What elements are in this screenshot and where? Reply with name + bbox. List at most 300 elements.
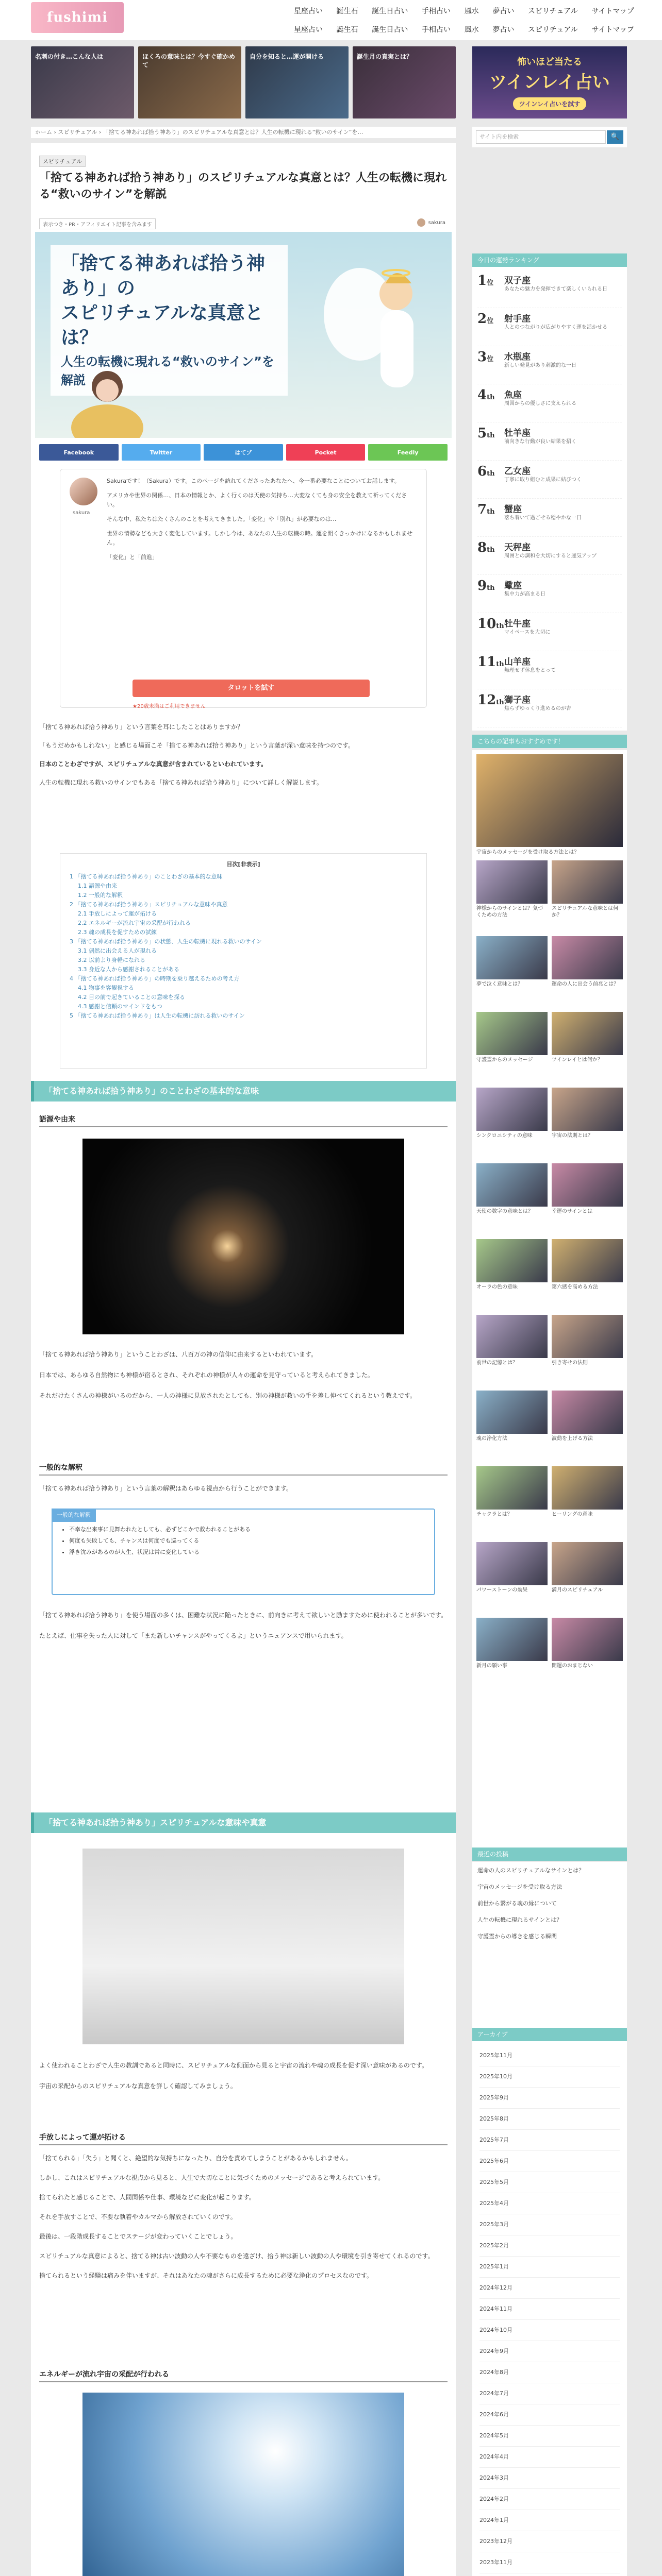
ranking-number-suffix: th (496, 622, 504, 630)
breadcrumb-text[interactable]: ホーム › スピリチュアル › 「捨てる神あれば拾う神あり」のスピリチュアルな真意とは？人生の転機に現れる“救いのサイン”を… (35, 129, 363, 135)
recommend-title[interactable]: 神様からのサインとは？気づくための方法 (476, 906, 543, 918)
ranking-item[interactable] (477, 651, 622, 689)
point-item: • 不幸な出来事に見舞われたとしても、必ずどこかで救われることがある (69, 1524, 426, 1535)
share-pocket-button[interactable]: Pocket (286, 444, 366, 461)
ranking-item[interactable] (477, 384, 622, 422)
archive-link[interactable]: 2024年3月 (479, 2468, 620, 2489)
section-text (39, 1349, 448, 1401)
recommend-thumbnail[interactable] (476, 1618, 548, 1661)
recommend-item[interactable] (552, 1315, 623, 1386)
archive-link[interactable]: 2024年8月 (479, 2362, 620, 2383)
toc-link[interactable]: 4.1 物事を客観視する (78, 985, 134, 991)
ranking-number-value: 8 (477, 540, 487, 555)
recommend-title[interactable]: ツインレイとは何か？ (552, 1057, 603, 1063)
ranking-item[interactable] (477, 422, 622, 461)
recommend-item[interactable] (476, 1012, 548, 1083)
recommend-thumbnail[interactable] (552, 1163, 623, 1207)
site-header (0, 0, 662, 40)
ranking-body (504, 311, 607, 331)
latest-post-link[interactable]: 人生の転機に現れるサインとは？ (477, 1917, 562, 1923)
ranking-number (477, 654, 504, 670)
table-of-contents (60, 853, 427, 1069)
ranking-item[interactable] (477, 613, 622, 651)
ranking-item[interactable] (477, 575, 622, 613)
recommend-widget-title: こちらの記事もおすすめです！ (472, 735, 627, 748)
archive-link[interactable]: 2025年8月 (479, 2109, 620, 2130)
article-title: 「捨てる神あれば拾う神あり」のスピリチュアルな真意とは？人生の転機に現れる“救いのサイン”を解説 (39, 172, 447, 201)
recommend-title[interactable]: 天使の数字の意味とは？ (476, 1209, 533, 1214)
toc-link[interactable]: 4 「捨てる神あれば拾う神あり」の時期を乗り越えるための考え方 (70, 975, 240, 982)
recommend-title[interactable]: 幸運のサインとは (552, 1209, 593, 1214)
archive-link[interactable]: 2024年5月 (479, 2426, 620, 2447)
recommend-title[interactable]: 魂の浄化方法 (476, 1436, 507, 1442)
ranking-sign-name: 双子座 (504, 276, 531, 286)
ranking-number-value: 9 (477, 578, 487, 594)
recommend-item[interactable] (476, 936, 548, 1008)
ranking-sign-desc: 新しい発見があり刺激的な一日 (504, 363, 576, 368)
recommend-item[interactable] (552, 1542, 623, 1614)
search-button[interactable]: 🔍 (607, 130, 623, 144)
header-nav-link[interactable]: 誕生石 (336, 7, 358, 15)
paragraph: たとえば、仕事を失った人に対して「また新しいチャンスがやってくるよ」というニュアンスで用いられます。 (39, 1632, 347, 1639)
recommend-thumbnail[interactable] (552, 1466, 623, 1510)
recommend-thumbnail[interactable] (552, 1012, 623, 1055)
ranking-sign-desc: 前向きな行動が良い結果を招く (504, 439, 576, 445)
paragraph: 宇宙の采配からのスピリチュアルな真意を詳しく確認してみましょう。 (39, 2082, 237, 2090)
toc-link[interactable]: 3.2 以前より身軽になれる (78, 957, 145, 963)
ranking-sign-desc: あなたの魅力を発揮できて楽しくいられる日 (504, 286, 607, 292)
archive-link[interactable]: 2025年5月 (479, 2172, 620, 2193)
header-nav-link[interactable]: 誕生石 (336, 26, 358, 34)
author-name: sakura (428, 219, 445, 226)
ranking-number-suffix: th (487, 432, 495, 439)
recommend-title[interactable]: 運命の人に出会う前兆とは？ (552, 981, 619, 987)
ranking-sign-name: 乙女座 (504, 466, 531, 477)
recommend-item[interactable] (552, 1391, 623, 1462)
subsection-heading: エネルギーが流れ宇宙の采配が行われる (39, 2369, 448, 2382)
recommend-item[interactable] (476, 1239, 548, 1311)
ranking-body (504, 426, 576, 446)
section-heading: 「捨てる神あれば拾う神あり」のことわざの基本的な意味 (31, 1081, 456, 1101)
ranking-number-suffix: th (487, 470, 495, 478)
ranking-number-value: 6 (477, 464, 487, 479)
recommend-item[interactable] (552, 860, 623, 932)
ranking-sign-desc: マイペースを大切に (504, 630, 551, 635)
avatar (70, 478, 97, 505)
ranking-number (477, 616, 504, 632)
recommend-thumbnail[interactable] (552, 1239, 623, 1282)
archive-link[interactable] (479, 2573, 620, 2576)
subsection-heading: 手放しによって運が拓ける (39, 2132, 448, 2145)
ranking-sign-name: 水瓶座 (504, 352, 531, 362)
intro-paragraph: そんな中、私たちはたくさんのことを考えてきました。「変化」や「別れ」が必要なのは… (107, 516, 337, 522)
header-nav-link[interactable]: 夢占い (492, 7, 515, 15)
ranking-sign-name: 魚座 (504, 390, 522, 400)
recommend-item[interactable] (476, 1088, 548, 1159)
share-twitter-button[interactable]: Twitter (122, 444, 201, 461)
recommend-title[interactable]: 前世の記憶とは？ (476, 1360, 518, 1366)
ranking-number-suffix: th (496, 660, 504, 668)
recommend-item[interactable] (552, 1088, 623, 1159)
archive-link[interactable]: 2025年1月 (479, 2257, 620, 2278)
recommend-title[interactable]: 宇宙の法則とは？ (552, 1133, 593, 1139)
header-nav-row (294, 21, 634, 39)
paragraph: 最後は、一段階成長することでステージが変わっていくことでしょう。 (39, 2233, 237, 2240)
recommend-thumbnail[interactable] (476, 936, 548, 979)
ranking-item[interactable] (477, 270, 622, 308)
header-nav-link[interactable]: 風水 (464, 7, 479, 15)
banner-card[interactable] (138, 46, 241, 118)
breadcrumb (31, 127, 456, 138)
banner-card[interactable] (245, 46, 349, 118)
recommend-item[interactable] (552, 1239, 623, 1311)
ranking-sign-desc: 落ち着いて過ごせる穏やかな一日 (504, 515, 582, 521)
archive-link[interactable]: 2024年12月 (479, 2278, 620, 2299)
banner-text: 自分を知ると…運が開ける (250, 53, 324, 60)
lead-paragraph: 日本のことわざですが、スピリチュアルな真意が含まれているといわれています。 (39, 760, 267, 768)
toc-link[interactable]: 1.1 語源や由来 (78, 883, 117, 889)
ranking-body (504, 502, 582, 522)
toc-link[interactable]: 3.3 身近な人から感謝されることがある (78, 966, 179, 973)
ranking-sign-name: 蠍座 (504, 581, 522, 591)
header-nav-link[interactable]: 星座占い (294, 7, 323, 15)
archive-link[interactable]: 2025年4月 (479, 2193, 620, 2214)
ranking-sign-name: 獅子座 (504, 695, 531, 705)
toc-link[interactable]: 4.3 感謝と信頼のマインドをもつ (78, 1003, 162, 1010)
recommend-title[interactable]: 開運のおまじない (552, 1663, 593, 1669)
ranking-item[interactable] (477, 461, 622, 499)
site-logo-text: fushimi (47, 10, 108, 25)
paragraph: 日本では、あらゆる自然物にも神様が宿るとされ、それぞれの神様が人々の運命を見守っていると考えられてきました。 (39, 1371, 374, 1379)
ranking-sign-name: 蟹座 (504, 504, 522, 515)
top-banners (31, 46, 456, 118)
ranking-item[interactable] (477, 499, 622, 537)
paragraph: それだけたくさんの神様がいるのだから、一人の神様に見放されたとしても、別の神様が救いの手を差し伸べてくれるという教えです。 (39, 1392, 417, 1399)
search-widget (472, 127, 627, 147)
ranking-number-suffix: th (487, 508, 495, 516)
ranking-number-value: 2 (477, 311, 487, 327)
recommend-thumbnail[interactable] (552, 1618, 623, 1661)
ranking-number (477, 387, 504, 403)
ranking-number-suffix: 位 (487, 355, 494, 363)
paragraph: 捨てられるという経験は痛みを伴いますが、それはあなたの魂がさらに成長するために必要な浄化のプロセスなのです。 (39, 2272, 373, 2279)
archive-link[interactable]: 2024年11月 (479, 2299, 620, 2320)
toc-list (70, 872, 417, 1021)
recommend-title[interactable]: 波動を上げる方法 (552, 1436, 593, 1442)
recommend-title[interactable]: チャクラとは？ (476, 1512, 512, 1517)
ranking-sign-desc: 焦らずゆっくり進めるのが吉 (504, 706, 571, 711)
author-info (417, 218, 445, 227)
recommend-grid (476, 860, 623, 1689)
latest-post-link[interactable]: 宇宙のメッセージを受け取る方法 (477, 1884, 562, 1890)
archive-link[interactable]: 2025年10月 (479, 2066, 620, 2088)
recommend-title[interactable]: オーラの色の意味 (476, 1284, 518, 1290)
latest-widget-title: 最近の投稿 (472, 1848, 627, 1861)
intro-author-name: sakura (73, 510, 90, 516)
ranking-sign-name: 山羊座 (504, 657, 531, 667)
archive-link[interactable]: 2023年11月 (479, 2552, 620, 2573)
toc-link[interactable]: 2.2 エネルギーが流れ宇宙の采配が行われる (78, 920, 191, 926)
ranking-number (477, 464, 504, 479)
toc-title[interactable]: 目次[非表示] (226, 861, 260, 868)
lead-paragraph: 「捨てる神あれば拾う神あり」という言葉を耳にしたことはありますか？ (39, 723, 244, 731)
recommend-item[interactable] (476, 1618, 548, 1689)
ranking-body (504, 387, 576, 408)
archive-link[interactable]: 2023年12月 (479, 2531, 620, 2552)
recommend-item[interactable] (476, 1315, 548, 1386)
search-input[interactable]: サイト内を検索 (476, 130, 606, 144)
header-nav-link[interactable]: 星座占い (294, 26, 323, 34)
article-main (31, 143, 456, 2576)
recommend-title[interactable]: パワーストーンの効果 (476, 1587, 528, 1593)
header-nav (294, 2, 634, 39)
recommend-thumbnail[interactable] (476, 1163, 548, 1207)
recommend-item[interactable] (552, 1466, 623, 1538)
archive-link[interactable]: 2025年7月 (479, 2130, 620, 2151)
recommend-title[interactable]: 満月のスピリチュアル (552, 1587, 603, 1593)
recommend-thumbnail[interactable] (552, 860, 623, 904)
archive-link[interactable]: 2025年6月 (479, 2151, 620, 2172)
recommend-thumbnail[interactable] (552, 1542, 623, 1585)
recommend-title[interactable]: 新月の願い事 (476, 1663, 507, 1669)
sky-hand-photo (82, 2393, 404, 2576)
toc-link[interactable]: 5 「捨てる神あれば拾う神あり」は人生の転機に訪れる救いのサイン (70, 1012, 245, 1019)
banner-card[interactable] (31, 46, 134, 118)
ranking-number-suffix: th (487, 394, 495, 401)
intro-paragraph: 「変化」と「前進」 (107, 554, 158, 561)
ranking-item[interactable] (477, 346, 622, 384)
banner-text: 名刺の付き…こんな人は (35, 53, 104, 60)
section-heading: 「捨てる神あれば拾う神あり」スピリチュアルな意味や真意 (31, 1812, 456, 1833)
ranking-number (477, 502, 504, 517)
eyecatch-title-line1: 「捨てる神あれば拾う神あり」の (61, 253, 266, 299)
latest-post-link[interactable]: 前世から繋がる魂の縁について (477, 1900, 557, 1907)
ranking-item[interactable] (477, 308, 622, 346)
archive-link[interactable]: 2024年1月 (479, 2510, 620, 2531)
ad-button[interactable]: ツインレイ占いを試す (513, 97, 587, 110)
recommend-thumbnail[interactable] (476, 1088, 548, 1131)
pr-notice: 表示つき・PR・アフィリエイト記事を含みます (39, 218, 156, 229)
recommend-title[interactable]: シンクロニシティの意味 (476, 1133, 533, 1139)
archive-list (472, 2041, 627, 2576)
woman-illustration (56, 361, 159, 438)
header-nav-link[interactable]: サイトマップ (591, 26, 634, 34)
point-item: • 浮き沈みがあるのが人生、状況は常に変化している (69, 1547, 426, 1558)
recommend-item[interactable] (476, 1466, 548, 1538)
recommend-thumbnail[interactable] (476, 1012, 548, 1055)
recommend-thumbnail[interactable] (552, 1088, 623, 1131)
recommend-thumbnail[interactable] (552, 936, 623, 979)
recommend-thumbnail[interactable] (476, 860, 548, 904)
recommend-thumbnail[interactable] (476, 1239, 548, 1282)
ranking-number (477, 578, 504, 594)
header-nav-link[interactable]: 手相占い (422, 7, 451, 15)
recommend-title[interactable]: ヒーリングの意味 (552, 1512, 593, 1517)
ranking-number-suffix: th (487, 584, 495, 592)
intro-paragraph: 世界の情勢なども大きく変化しています。しかし今は、あなたの人生の転機の時。運を開くきっかけになるかもしれません。 (107, 530, 413, 546)
intro-box (60, 469, 427, 708)
paragraph: 捨てられたと感じることで、人間関係や仕事、環境などに変化が起こります。 (39, 2194, 255, 2201)
header-nav-link[interactable]: スピリチュアル (528, 7, 578, 15)
ranking-sign-desc: 周囲との調和を大切にすると運気アップ (504, 553, 597, 559)
ranking-sign-name: 牡牛座 (504, 619, 531, 629)
header-nav-row (294, 2, 634, 21)
recommend-item[interactable] (552, 1012, 623, 1083)
paragraph: しかし、これはスピリチュアルな視点から見ると、人生で大切なことに気づくためのメッセージであると考えられています。 (39, 2174, 385, 2181)
toc-link[interactable]: 3 「捨てる神あれば拾う神あり」の状態、人生の転機に現れる救いのサイン (70, 938, 262, 945)
share-hatebu-button[interactable]: はてブ (204, 444, 283, 461)
twinray-ad-banner[interactable] (472, 46, 627, 118)
ranking-body (504, 654, 556, 674)
archive-link[interactable]: 2025年9月 (479, 2088, 620, 2109)
section-text (39, 2060, 448, 2092)
section-text (39, 1609, 448, 1641)
ranking-number-value: 12 (477, 692, 496, 708)
header-nav-link[interactable]: サイトマップ (591, 7, 634, 15)
recommend-title[interactable]: 守護霊からのメッセージ (476, 1057, 533, 1063)
ranking-body (504, 616, 550, 636)
ranking-number (477, 349, 504, 365)
avatar (417, 218, 425, 227)
ranking-number-value: 11 (477, 654, 496, 670)
banner-text: 誕生月の真実とは？ (357, 53, 413, 60)
ranking-body (504, 273, 607, 293)
latest-post-link[interactable]: 運命の人のスピリチュアルなサインとは？ (477, 1867, 585, 1874)
section-text (39, 2153, 448, 2281)
age-notice: ★20歳未満はご利用できません (133, 704, 206, 709)
header-nav-link[interactable]: 手相占い (422, 26, 451, 34)
banner-card[interactable] (353, 46, 456, 118)
ranking-number (477, 273, 504, 289)
intro-paragraph: アメリカや世界の関係…、日本の情報とか、よく行くのは天使の気持ち…大変なくても身の安全を教えて祈ってください。 (107, 492, 407, 508)
recommend-title[interactable]: 夢で泣く意味とは？ (476, 981, 523, 987)
banner-text: ほくろの意味とは？今すぐ確かめて (142, 53, 236, 69)
recommend-thumbnail[interactable] (552, 1391, 623, 1434)
ranking-sign-desc: 周囲からの優しさに支えられる (504, 401, 576, 406)
ranking-item[interactable] (477, 689, 622, 727)
header-nav-link[interactable]: 風水 (464, 26, 479, 34)
ranking-number-value: 7 (477, 502, 487, 517)
recommend-title[interactable]: 第六感を高める方法 (552, 1284, 598, 1290)
ranking-number (477, 692, 504, 708)
recommend-thumbnail[interactable] (476, 1391, 548, 1434)
toc-link[interactable]: 1.2 一般的な解釈 (78, 892, 123, 899)
ranking-sign-name: 牡羊座 (504, 428, 531, 438)
ranking-sign-name: 天秤座 (504, 543, 531, 553)
toc-link[interactable]: 2.3 魂の成長を促すための試練 (78, 929, 157, 936)
archive-link[interactable]: 2025年11月 (479, 2045, 620, 2066)
share-facebook-button[interactable]: Facebook (39, 444, 119, 461)
recommend-main-title[interactable]: 宇宙からのメッセージを受け取る方法とは？ (476, 850, 580, 855)
intro-paragraph: Sakuraです！（Sakura）です。このページを訪れてくださったあなたへ、今一番必要なことについてお話します。 (107, 478, 400, 484)
archive-link[interactable]: 2024年2月 (479, 2489, 620, 2510)
ranking-item[interactable] (477, 537, 622, 575)
recommend-thumbnail[interactable] (476, 1466, 548, 1510)
share-buttons (39, 444, 448, 461)
toc-link[interactable]: 2 「捨てる神あれば拾う神あり」スピリチュアルな意味や真意 (70, 901, 228, 908)
recommend-item[interactable] (476, 1163, 548, 1235)
share-feedly-button[interactable]: Feedly (368, 444, 448, 461)
ranking-number (477, 426, 504, 441)
recommend-item[interactable] (552, 936, 623, 1008)
recommend-title[interactable]: 引き寄せの法則 (552, 1360, 588, 1366)
ranking-number-suffix: 位 (487, 279, 494, 287)
ranking-number-value: 3 (477, 349, 487, 365)
recommend-thumbnail[interactable] (476, 1542, 548, 1585)
recommend-title[interactable]: スピリチュアルな意味とは何か？ (552, 906, 619, 918)
paragraph: 「捨てる神あれば拾う神あり」を使う場面の多くは、困難な状況に陥ったときに、前向きに考えて欲しいと励ますために使われることが多いです。 (39, 1612, 448, 1619)
archive-link[interactable]: 2024年9月 (479, 2341, 620, 2362)
header-nav-link[interactable]: 誕生日占い (372, 26, 408, 34)
recommend-thumbnail[interactable] (476, 1315, 548, 1358)
ranking-sign-desc: 人とのつながりが広がりやすく運を活かせる (504, 325, 607, 330)
recommend-item[interactable] (476, 860, 548, 932)
archive-link[interactable]: 2025年2月 (479, 2235, 620, 2257)
ranking-number-value: 1 (477, 273, 487, 289)
paragraph: 「捨てる神あれば拾う神あり」という言葉の解釈はあらゆる視点から行うことができます。 (39, 1485, 293, 1492)
ranking-number-value: 10 (477, 616, 496, 632)
recommend-thumbnail[interactable] (552, 1315, 623, 1358)
subsection-heading: 一般的な解釈 (39, 1462, 448, 1476)
latest-posts (472, 1862, 627, 2032)
category-tag[interactable]: スピリチュアル (39, 156, 86, 167)
paragraph: よく使われることわざで人生の教訓であると同時に、スピリチュアルな側面から見ると宇宙の流れや魂の成長を促す深い意味があるのです。 (39, 2062, 428, 2069)
recommend-item[interactable] (476, 1391, 548, 1462)
prayer-hands-photo (82, 1849, 404, 2044)
paragraph: それを手放すことで、不要な執着やカルマから解放されていくのです。 (39, 2213, 237, 2221)
toc-link[interactable]: 4.2 目の前で起きていることの意味を探る (78, 994, 185, 1001)
ranking-number-suffix: 位 (487, 317, 494, 325)
eyecatch-subtitle: 人生の転機に現れる“救いのサイン”を解説 (61, 354, 274, 387)
ranking-number-value: 4 (477, 387, 487, 403)
archive-link[interactable]: 2024年4月 (479, 2447, 620, 2468)
ranking-number-suffix: th (487, 546, 495, 554)
archive-link[interactable]: 2025年3月 (479, 2214, 620, 2235)
archive-widget-title: アーカイブ (472, 2028, 627, 2041)
ranking-widget-title: 今日の運勢ランキング (472, 253, 627, 267)
toc-link[interactable]: 3.1 偶然に出会える人が現れる (78, 947, 157, 954)
recommend-main-image[interactable] (476, 754, 623, 847)
subsection-heading: 語源や由来 (39, 1114, 448, 1127)
recommend-item[interactable] (552, 1618, 623, 1689)
recommend-item[interactable] (552, 1163, 623, 1235)
archive-link[interactable]: 2024年10月 (479, 2320, 620, 2341)
ad-line1: 怖いほど当たる (517, 57, 582, 67)
lead-text (39, 721, 448, 788)
point-item: • 何度も失敗しても、チャンスは何度でも巡ってくる (69, 1535, 426, 1547)
recommend-widget (472, 750, 627, 1853)
archive-link[interactable]: 2024年6月 (479, 2404, 620, 2426)
tarot-cta-button[interactable]: タロットを試す (133, 680, 370, 697)
ranking-sign-desc: 丁寧に取り組むと成果に結びつく (504, 477, 582, 483)
header-nav-link[interactable]: スピリチュアル (528, 26, 578, 34)
header-nav-link[interactable]: 誕生日占い (372, 7, 408, 15)
toc-link[interactable]: 1 「捨てる神あれば拾う神あり」のことわざの基本的な意味 (70, 873, 223, 880)
paragraph: 「捨てられる」「失う」と聞くと、絶望的な気持ちになったり、自分を責めてしまうことがあるかもしれません。 (39, 2155, 352, 2162)
lead-paragraph: 「もうだめかもしれない」と感じる場面こそ「捨てる神あれば拾う神あり」という言葉が深い意味を持つのです。 (39, 742, 355, 749)
point-label: 一般的な解釈 (52, 1509, 96, 1522)
header-nav-link[interactable]: 夢占い (492, 26, 515, 34)
site-logo[interactable] (31, 2, 124, 33)
latest-post-link[interactable]: 守護霊からの導きを感じる瞬間 (477, 1933, 557, 1940)
point-box (52, 1509, 435, 1595)
toc-link[interactable]: 2.1 手放しによって運が拓ける (78, 910, 157, 917)
recommend-item[interactable] (476, 1542, 548, 1614)
archive-link[interactable]: 2024年7月 (479, 2383, 620, 2404)
ranking-number-value: 5 (477, 426, 487, 441)
ad-line2: ツインレイ占い (489, 72, 610, 93)
ranking-sign-name: 射手座 (504, 314, 531, 324)
